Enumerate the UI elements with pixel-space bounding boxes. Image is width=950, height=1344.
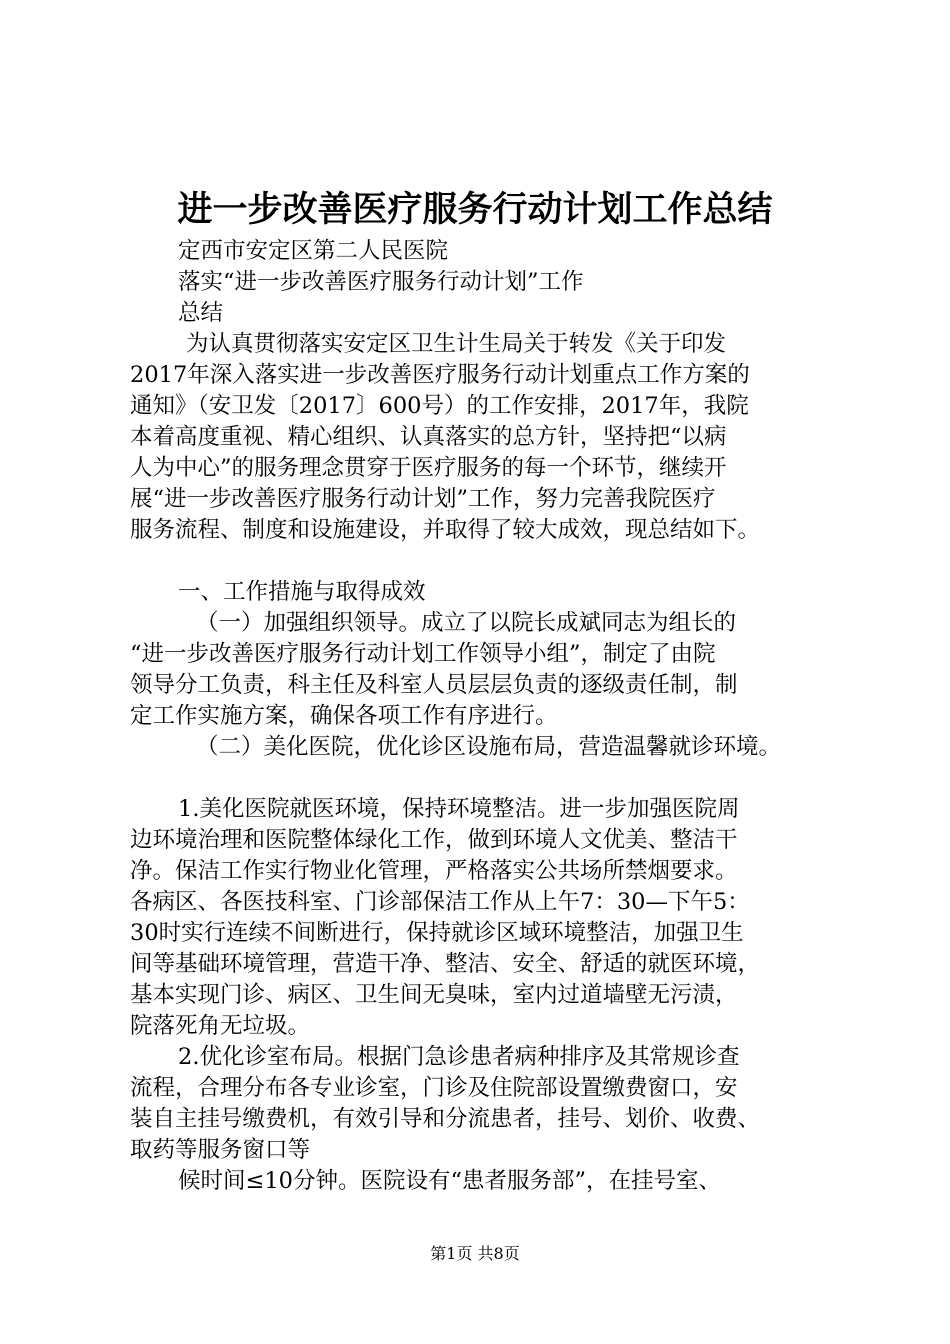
text-line: 定西市安定区第二人民医院: [178, 238, 449, 264]
text-line: 间等基础环境管理，营造干净、整洁、安全、舒适的就医环境，: [130, 951, 761, 977]
blank-line: [130, 763, 850, 794]
section-heading: 一、工作措施与取得成效: [178, 579, 426, 605]
text-line: 落实“进一步改善医疗服务行动计划”工作: [178, 269, 584, 295]
text-line: 候时间≤10分钟。医院设有“患者服务部”，在挂号室、: [178, 1168, 721, 1194]
page-footer: 第1页 共8页: [430, 1244, 520, 1263]
text-line: 院落死角无垃圾。: [130, 1013, 311, 1039]
text-line: 本着高度重视、精心组织、认真落实的总方针，坚持把“以病: [130, 424, 727, 450]
text-line: 各病区、各医技科室、门诊部保洁工作从上午7：30—下午5：: [130, 889, 750, 915]
text-line: 净。保洁工作实行物业化管理，严格落实公共场所禁烟要求。: [130, 858, 738, 884]
text-line: 装自主挂号缴费机，有效引导和分流患者，挂号、划价、收费、: [130, 1106, 761, 1132]
text-line: 2017年深入落实进一步改善医疗服务行动计划重点工作方案的: [130, 362, 750, 388]
text-line: 人为中心”的服务理念贯穿于医疗服务的每一个环节，继续开: [130, 455, 727, 481]
text-line: 流程，合理分布各专业诊室，门诊及住院部设置缴费窗口，安: [130, 1075, 738, 1101]
text-line: 服务流程、制度和设施建设，并取得了较大成效，现总结如下。: [130, 517, 761, 543]
text-line: 30时实行连续不间断进行，保持就诊区域环境整洁，加强卫生: [130, 920, 744, 946]
document-body: [130, 236, 850, 1197]
document-title: 进一步改善医疗服务行动计划工作总结: [177, 189, 773, 230]
paragraph-first-line: 1.美化医院就医环境，保持环境整洁。进一步加强医院周: [178, 796, 740, 822]
text-line: 边环境治理和医院整体绿化工作，做到环境人文优美、整洁干: [130, 827, 738, 853]
text-line: 取药等服务窗口等: [130, 1137, 311, 1163]
text-line: 定工作实施方案，确保各项工作有序进行。: [130, 703, 558, 729]
paragraph-first-line: 为认真贯彻落实安定区卫生计生局关于转发《关于印发: [186, 331, 727, 357]
text-line: “进一步改善医疗服务行动计划工作领导小组”，制定了由院: [130, 641, 716, 667]
text-line: 基本实现门诊、病区、卫生间无臭味，室内过道墙壁无污渍，: [130, 982, 738, 1008]
paragraph-first-line: （二）美化医院，优化诊区设施布局，营造温馨就诊环境。: [196, 734, 782, 760]
text-line: 总结: [178, 300, 224, 326]
paragraph-first-line: 2.优化诊室布局。根据门急诊患者病种排序及其常规诊查: [178, 1044, 740, 1070]
text-line: 通知》（安卫发〔2017〕600号）的工作安排，2017年，我院: [130, 393, 749, 419]
paragraph-first-line: （一）加强组织领导。成立了以院长成斌同志为组长的: [196, 610, 737, 636]
blank-line: [130, 546, 850, 577]
text-line: 展“进一步改善医疗服务行动计划”工作，努力完善我院医疗: [130, 486, 716, 512]
text-line: 领导分工负责，科主任及科室人员层层负责的逐级责任制，制: [130, 672, 738, 698]
